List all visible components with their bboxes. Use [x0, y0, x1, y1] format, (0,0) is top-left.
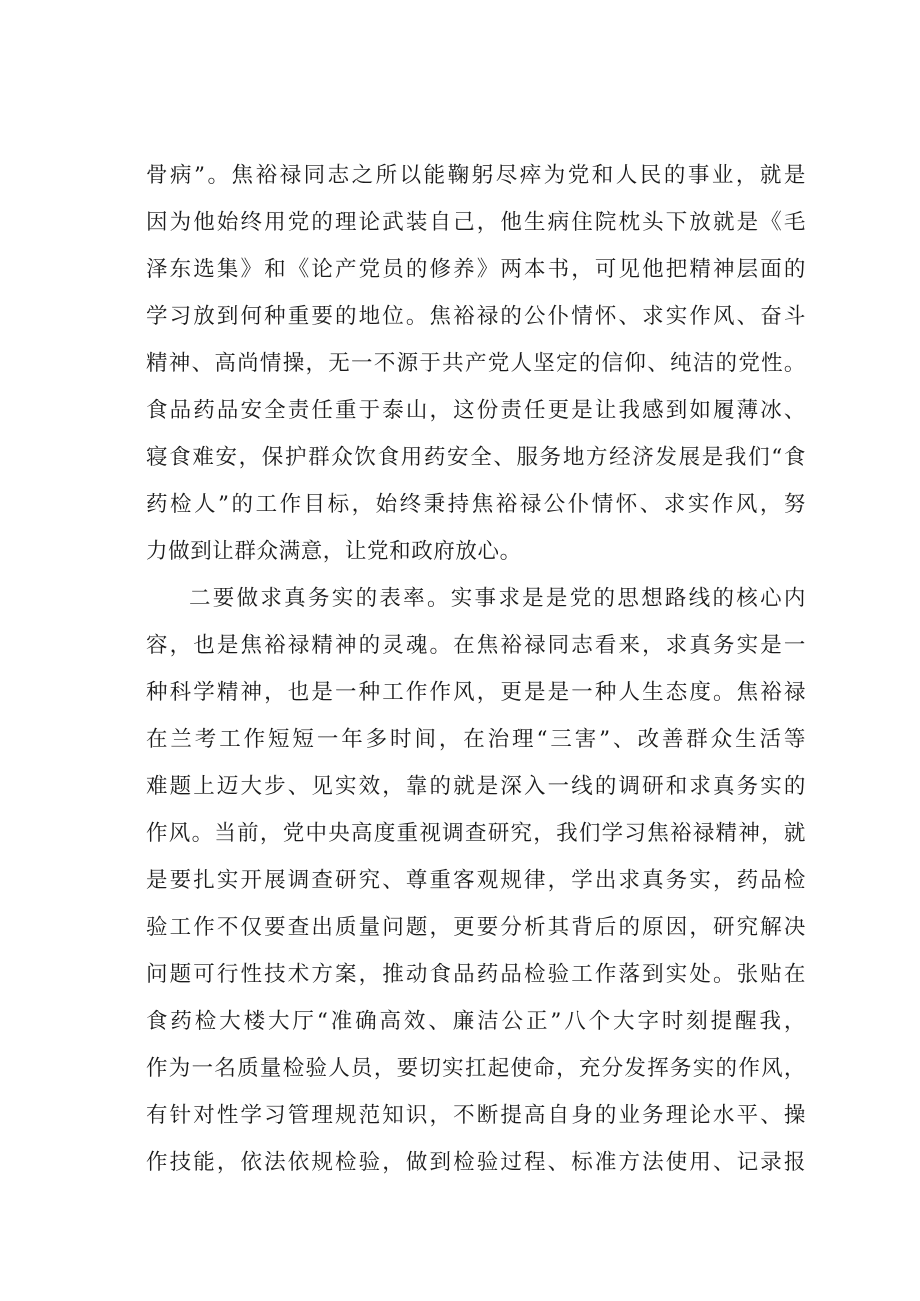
paragraph-2-line-13: 作技能，依法依规检验，做到检验过程、标准方法使用、记录报: [146, 1150, 806, 1175]
paragraph-1-line-8: 药检人”的工作目标，始终秉持焦裕禄公仆情怀、求实作风，努: [146, 492, 806, 517]
paragraph-2-line-2: 容，也是焦裕禄精神的灵魂。在焦裕禄同志看来，求真务实是一: [146, 633, 806, 658]
paragraph-2-line-10: 食药检大楼大厅“准确高效、廉洁公正”八个大字时刻提醒我，: [146, 1009, 806, 1034]
paragraph-1-line-2: 因为他始终用党的理论武装自己，他生病住院枕头下放就是《毛: [146, 210, 806, 235]
paragraph-1-line-3: 泽东选集》和《论产党员的修养》两本书，可见他把精神层面的: [146, 257, 806, 282]
paragraph-2-line-1: 二要做求真务实的表率。实事求是是党的思想路线的核心内: [189, 586, 806, 611]
paragraph-2-line-7: 是要扎实开展调查研究、尊重客观规律，学出求真务实，药品检: [146, 868, 806, 893]
paragraph-2-line-6: 作风。当前，党中央高度重视调查研究，我们学习焦裕禄精神，就: [146, 821, 806, 846]
paragraph-1-line-7: 寝食难安，保护群众饮食用药安全、服务地方经济发展是我们“食: [146, 445, 806, 470]
paragraph-2-line-8: 验工作不仅要查出质量问题，更要分析其背后的原因，研究解决: [146, 915, 806, 940]
paragraph-2-line-9: 问题可行性技术方案，推动食品药品检验工作落到实处。张贴在: [146, 962, 806, 987]
paragraph-2-line-11: 作为一名质量检验人员，要切实扛起使命，充分发挥务实的作风，: [146, 1056, 806, 1081]
paragraph-1-line-6: 食品药品安全责任重于泰山，这份责任更是让我感到如履薄冰、: [146, 398, 806, 423]
paragraph-1-line-1: 骨病”。焦裕禄同志之所以能鞠躬尽瘁为党和人民的事业，就是: [146, 163, 806, 188]
paragraph-2-line-5: 难题上迈大步、见实效，靠的就是深入一线的调研和求真务实的: [146, 774, 806, 799]
paragraph-1-line-4: 学习放到何种重要的地位。焦裕禄的公仆情怀、求实作风、奋斗: [146, 304, 806, 329]
paragraph-1-line-5: 精神、高尚情操，无一不源于共产党人坚定的信仰、纯洁的党性。: [146, 351, 806, 376]
paragraph-1-line-9: 力做到让群众满意，让党和政府放心。: [146, 539, 522, 564]
paragraph-2-line-4: 在兰考工作短短一年多时间，在治理“三害”、改善群众生活等: [146, 727, 806, 752]
paragraph-2-line-3: 种科学精神，也是一种工作作风，更是是一种人生态度。焦裕禄: [146, 680, 806, 705]
paragraph-2-line-12: 有针对性学习管理规范知识，不断提高自身的业务理论水平、操: [146, 1103, 806, 1128]
body-text: [146, 152, 806, 1186]
